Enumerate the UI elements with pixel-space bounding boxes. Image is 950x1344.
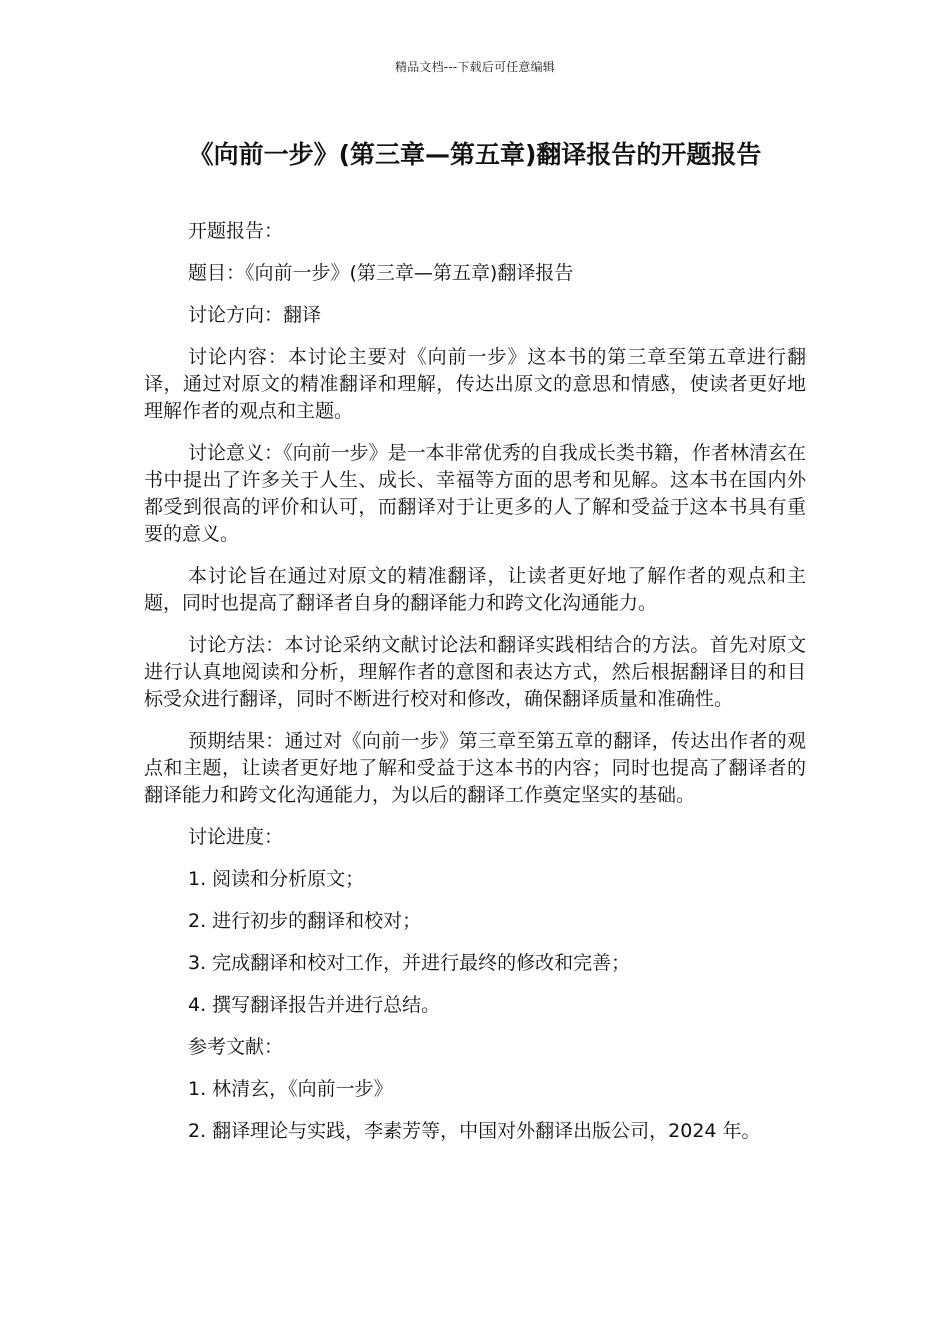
document-title: 《向前一步》(第三章—第五章)翻译报告的开题报告 [188, 140, 762, 169]
progress-item-4: 4. 撰写翻译报告并进行总结。 [188, 994, 441, 1016]
progress-item-1: 1. 阅读和分析原文； [188, 868, 365, 890]
paragraph-references-label: 参考文献： [188, 1036, 284, 1058]
progress-item-3: 3. 完成翻译和校对工作，并进行最终的修改和完善； [188, 952, 631, 974]
paragraph-progress-label: 讨论进度： [188, 826, 284, 848]
paragraph-aim: 本讨论旨在通过对原文的精准翻译，让读者更好地了解作者的观点和主题，同时也提高了翻译者自身的翻译能力和跨文化沟通能力。 [144, 565, 806, 614]
paragraph-significance: 讨论意义：《向前一步》是一本非常优秀的自我成长类书籍，作者林清玄在书中提出了许多关于人生、成长、幸福等方面的思考和见解。这本书在国内外都受到很高的评价和认可，而翻译对于让更多的人了解和受益于这本书具有重要的意义。 [144, 442, 806, 545]
paragraph-topic: 题目：《向前一步》(第三章—第五章)翻译报告 [188, 262, 574, 284]
document-body [144, 218, 806, 1160]
reference-item-1: 1. 林清玄，《向前一步》 [188, 1078, 393, 1100]
paragraph-method: 讨论方法：本讨论采纳文献讨论法和翻译实践相结合的方法。首先对原文进行认真地阅读和分析，理解作者的意图和表达方式，然后根据翻译目的和目标受众进行翻译，同时不断进行校对和修改，确保翻译质量和准确性。 [144, 634, 806, 710]
paragraph-content: 讨论内容：本讨论主要对《向前一步》这本书的第三章至第五章进行翻译，通过对原文的精准翻译和理解，传达出原文的意思和情感，使读者更好地理解作者的观点和主题。 [144, 346, 806, 422]
paragraph-report-label: 开题报告： [188, 220, 284, 242]
header-note: 精品文档---下载后可任意编辑 [395, 60, 555, 74]
paragraph-direction: 讨论方向：翻译 [188, 304, 322, 326]
progress-item-2: 2. 进行初步的翻译和校对； [188, 910, 422, 932]
reference-item-2: 2. 翻译理论与实践，李素芳等，中国对外翻译出版公司，2024 年。 [188, 1120, 761, 1142]
paragraph-expected-result: 预期结果：通过对《向前一步》第三章至第五章的翻译，传达出作者的观点和主题，让读者更好地了解和受益于这本书的内容；同时也提高了翻译者的翻译能力和跨文化沟通能力，为以后的翻译工作奠定坚实的基础。 [144, 730, 806, 806]
